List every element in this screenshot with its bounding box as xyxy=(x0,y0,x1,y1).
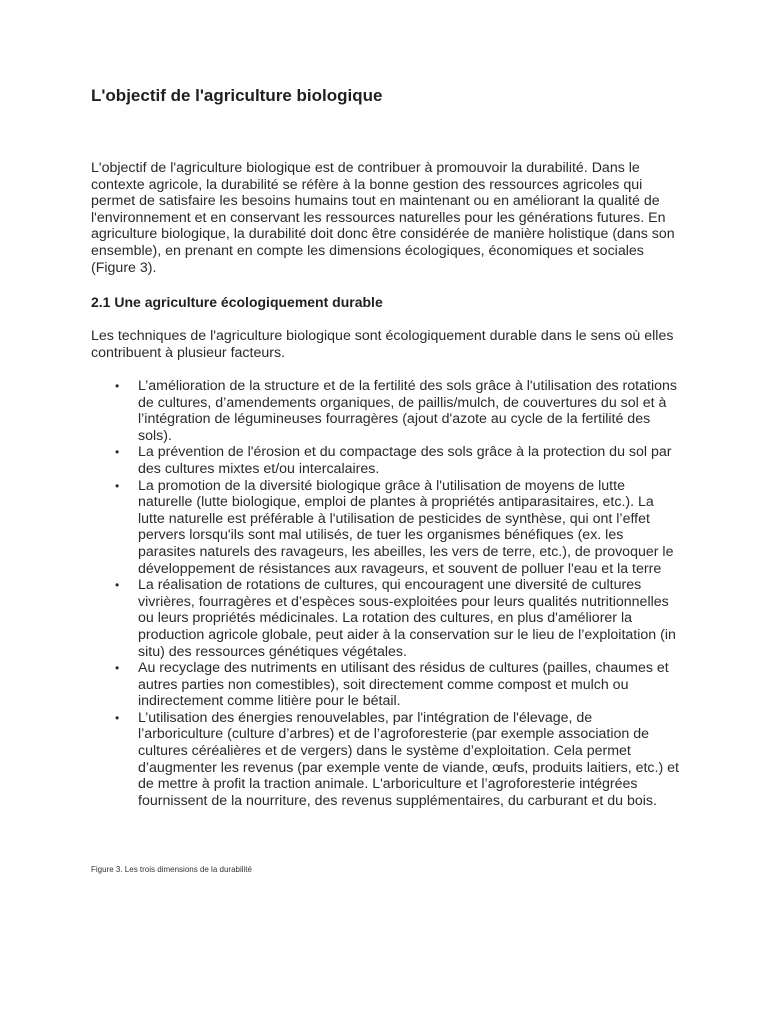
list-item xyxy=(113,577,679,660)
list-item-text: Au recyclage des nutriments en utilisant des résidus de cultures (pailles, chaumes et autres parties non comestibles), soit directement comme compost et mulch ou indirectement comme litière pour le bétail. xyxy=(138,660,669,710)
page-title: L'objectif de l'agriculture biologique xyxy=(91,86,383,105)
bullet-icon: • xyxy=(115,710,120,725)
bullet-icon: • xyxy=(115,661,120,676)
list-item xyxy=(113,710,679,810)
section-heading: 2.1 Une agriculture écologiquement durable xyxy=(91,294,383,310)
list-item-text: L’amélioration de la structure et de la fertilité des sols grâce à l'utilisation des rotations de cultures, d’amendements organiques, de paillis/mulch, de couvertures du sol et à l’intégration de légumineuses fourragères (ajout d'azote au cycle de la fertilité des sols). xyxy=(138,378,677,444)
list-item xyxy=(113,378,679,444)
list-item-text: La prévention de l'érosion et du compactage des sols grâce à la protection du sol par des cultures mixtes et/ou intercalaires. xyxy=(138,444,672,477)
bullet-icon: • xyxy=(115,578,120,593)
list-item-text: La réalisation de rotations de cultures, qui encouragent une diversité de cultures vivrières, fourragères et d’espèces sous-exploitées pour leurs qualités nutritionnelles ou leurs propriétés médicinales. La rotation des cultures, en plus d'améliorer la production agricole globale, peut aider à la conservation sur le lieu de l’exploitation (in situ) des ressources génétiques végétales. xyxy=(138,577,676,660)
intro-paragraph: L'objectif de l'agriculture biologique est de contribuer à promouvoir la durabilité. Dans le contexte agricole, la durabilité se réfère à la bonne gestion des ressources agricoles qui permet de satisfaire les besoins humains tout en maintenant ou en améliorant la qualité de l'environnement et en conservant les ressources naturelles pour les générations futures. En agriculture biologique, la durabilité doit donc être considérée de manière holistique (dans son ensemble), en prenant en compte les dimensions écologiques, économiques et sociales (Figure 3). xyxy=(91,160,675,276)
bullet-icon: • xyxy=(115,379,120,393)
list-item xyxy=(113,478,679,578)
list-item xyxy=(113,660,679,710)
section-intro-paragraph: Les techniques de l'agriculture biologique sont écologiquement durable dans le sens où elles contribuent à plusieur facteurs. xyxy=(91,328,674,361)
list-item xyxy=(113,444,679,477)
list-item-text: L’utilisation des énergies renouvelables, par l'intégration de l'élevage, de l’arboriculture (culture d’arbres) et de l’agroforesterie (par exemple association de cultures céréalières et de vergers) dans le système d’exploitation. Cela permet d’augmenter les revenus (par exemple vente de viande, œufs, produits laitiers, etc.) et de mettre à profit la traction animale. L'arboriculture et l’agroforesterie intégrées fournissent de la nourriture, des revenus supplémentaires, du carburant et du bois. xyxy=(138,709,679,809)
factors-list xyxy=(113,378,679,809)
list-item-text: La promotion de la diversité biologique grâce à l'utilisation de moyens de lutte naturelle (lutte biologique, emploi de plantes à propriétés antiparasitaires, etc.). La lutte naturelle est préférable à l'utilisation de pesticides de synthèse, qui ont l’effet pervers lorsqu'ils sont mal utilisés, de tuer les organismes bénéfiques (ex. les parasites naturels des ravageurs, les abeilles, les vers de terre, etc.), de provoquer le développement de résistances aux ravageurs, et souvent de polluer l'eau et la terre xyxy=(138,477,674,577)
figure-caption: Figure 3. Les trois dimensions de la durabilité xyxy=(91,865,252,874)
bullet-icon: • xyxy=(115,478,120,493)
bullet-icon: • xyxy=(115,445,120,460)
